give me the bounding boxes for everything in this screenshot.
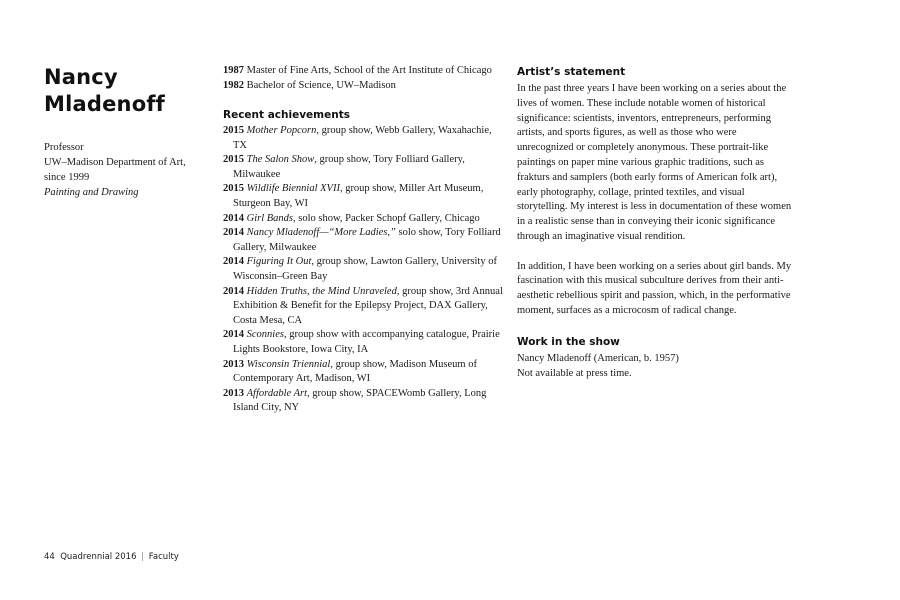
achievement-details: , group show with accompanying catalogue, Prairie Lights Bookstore, Iowa City, IA xyxy=(233,329,500,355)
achievement-title: Wildlife Biennial XVII xyxy=(246,183,340,195)
statement-paragraph-2: In addition, I have been working on a series about girl bands. My fascination with this musical subculture derives from their anti-aesthetic rebellious spirit and passion, which, in the performative moment, surfaces as a microcosm of radical change. xyxy=(517,260,792,316)
achievement-year: 2014 xyxy=(223,212,244,224)
achievement-item xyxy=(223,124,508,153)
achievement-item xyxy=(223,255,508,284)
education-list xyxy=(223,63,508,93)
artist-name xyxy=(44,64,204,118)
artist-info xyxy=(44,64,204,200)
footer-separator: | xyxy=(141,552,145,562)
achievements-heading: Recent achievements xyxy=(223,109,350,121)
achievement-item xyxy=(223,153,508,182)
achievement-year: 2015 xyxy=(223,125,244,136)
artist-name-line-1: Nancy xyxy=(44,65,118,89)
achievement-title: Affordable Art xyxy=(246,387,307,399)
artist-bio xyxy=(44,140,204,200)
artist-title: Professor xyxy=(44,142,84,153)
education-text: Bachelor of Science, UW–Madison xyxy=(246,80,396,91)
work-heading: Work in the show xyxy=(517,335,620,348)
achievement-details: solo show, Tory Folliard Gallery, Milwaukee xyxy=(233,227,501,253)
achievement-details: , group show, Madison Museum of Contemporary Art, Madison, WI xyxy=(233,358,477,385)
achievement-details: , group show, SPACEWomb Gallery, Long Island City, NY xyxy=(233,387,487,414)
achievement-year: 2014 xyxy=(223,256,244,268)
statement-heading: Artist’s statement xyxy=(517,66,626,78)
achievement-details: , group show, Lawton Gallery, University of Wisconsin–Green Bay xyxy=(233,256,497,282)
achievement-year: 2015 xyxy=(223,154,244,166)
achievement-year: 2014 xyxy=(223,329,244,341)
credentials-column xyxy=(223,63,508,416)
education-year: 1982 xyxy=(223,80,244,91)
education-item xyxy=(223,78,508,93)
page-number: 44 xyxy=(44,552,55,562)
work-availability-line: Not available at press time. xyxy=(517,367,632,379)
section-name: Faculty xyxy=(148,552,179,562)
achievement-title: Wisconsin Triennial xyxy=(246,358,331,370)
achievement-details: , group show, Miller Art Museum, Sturgeon Bay, WI xyxy=(233,183,484,209)
achievement-title: Mother Popcorn xyxy=(246,125,317,136)
achievement-item xyxy=(223,358,508,387)
achievement-item xyxy=(223,226,508,255)
achievement-year: 2014 xyxy=(223,285,244,297)
artist-name-line-2: Mladenoff xyxy=(44,92,165,116)
achievement-details: , solo show, Packer Schopf Gallery, Chicago xyxy=(293,212,480,224)
page-footer xyxy=(44,552,179,562)
achievement-title: Girl Bands xyxy=(246,212,294,224)
achievement-title: Nancy Mladenoff—“More Ladies,” xyxy=(246,227,396,239)
artist-since: since 1999 xyxy=(44,172,90,183)
achievement-title: Hidden Truths, the Mind Unraveled xyxy=(246,285,397,297)
education-item xyxy=(223,63,508,78)
statement-paragraph-1: In the past three years I have been working on a series about the lives of women. These include notable women of historical significance: scientists, inventors, entrepreneurs, performing artists, and sports figures, as well as those who were unrecognized or completely anonymous. These portrait-like paintings on paper mine various graphic traditions, such as frakturs and samplers (both early forms of American folk art), early photography, collage, printed textiles, and visual storytelling. My interest is less in documentation of these women in a realistic sense than in conveying their iconic significance through an imaginative visual rendition. xyxy=(517,83,792,242)
achievement-details: , group show, 3rd Annual Exhibition & Benefit for the Epilepsy Project, DAX Gallery, Costa Mesa, CA xyxy=(233,285,503,326)
achievement-item xyxy=(223,387,508,416)
achievement-title: The Salon Show xyxy=(246,154,315,166)
work-artist-line: Nancy Mladenoff (American, b. 1957) xyxy=(517,352,679,364)
achievements-list xyxy=(223,124,508,416)
achievement-details: , group show, Webb Gallery, Waxahachie, TX xyxy=(233,125,492,151)
achievement-title: Sconnies xyxy=(246,329,284,341)
education-text: Master of Fine Arts, School of the Art Institute of Chicago xyxy=(246,65,492,76)
artist-department: UW–Madison Department of Art, xyxy=(44,157,186,168)
publication-name: Quadrennial 2016 xyxy=(60,552,137,562)
achievement-item xyxy=(223,182,508,211)
achievement-year: 2015 xyxy=(223,183,244,195)
achievement-item xyxy=(223,328,508,357)
statement-column xyxy=(517,65,795,381)
achievement-year: 2013 xyxy=(223,358,244,370)
achievement-year: 2014 xyxy=(223,227,244,239)
achievement-details: , group show, Tory Folliard Gallery, Milwaukee xyxy=(233,154,465,180)
education-year: 1987 xyxy=(223,65,244,76)
achievement-item xyxy=(223,285,508,329)
achievement-title: Figuring It Out xyxy=(246,256,312,268)
artist-specialty: Painting and Drawing xyxy=(44,187,139,198)
achievement-year: 2013 xyxy=(223,387,244,399)
achievement-item xyxy=(223,212,508,227)
